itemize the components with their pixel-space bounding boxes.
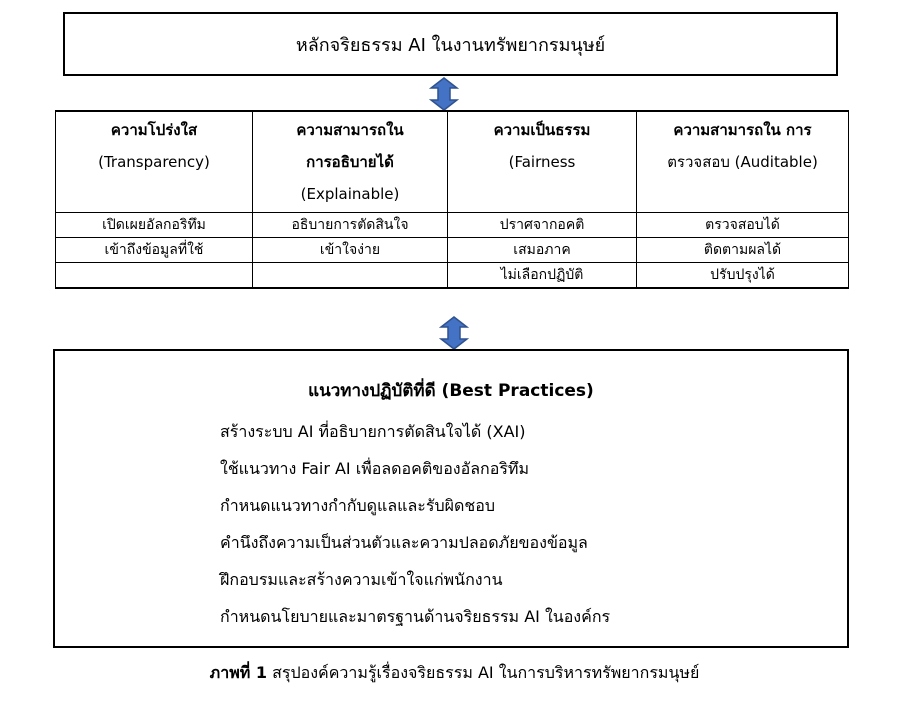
list-item: สร้างระบบ AI ที่อธิบายการตัดสินใจได้ (XAI) bbox=[220, 422, 526, 441]
table-row bbox=[56, 263, 849, 289]
list-item: คำนึงถึงความเป็นส่วนตัวและความปลอดภัยของข้อมูล bbox=[220, 533, 588, 552]
list-item: ฝึกอบรมและสร้างความเข้าใจแก่พนักงาน bbox=[220, 570, 503, 589]
header-transparency: ความโปร่งใส (Transparency) bbox=[56, 111, 253, 213]
table-cell: เปิดเผยอัลกอริทึม bbox=[56, 213, 253, 238]
table-cell: ปรับปรุงได้ bbox=[637, 263, 849, 289]
caption-label: ภาพที่ 1 bbox=[209, 663, 267, 682]
table-cell: ตรวจสอบได้ bbox=[637, 213, 849, 238]
principles-table bbox=[55, 110, 849, 289]
table-row bbox=[56, 213, 849, 238]
table-cell: เข้าถึงข้อมูลที่ใช้ bbox=[56, 238, 253, 263]
table-cell: อธิบายการตัดสินใจ bbox=[253, 213, 448, 238]
best-practices-box bbox=[53, 349, 849, 648]
table-row bbox=[56, 238, 849, 263]
double-arrow-vertical-icon bbox=[439, 316, 469, 350]
figure-caption bbox=[0, 661, 909, 686]
table-cell bbox=[253, 263, 448, 289]
best-practices-title: แนวทางปฏิบัติที่ดี (Best Practices) bbox=[308, 381, 594, 401]
table-cell: ปราศจากอคติ bbox=[448, 213, 637, 238]
list-item: กำหนดแนวทางกำกับดูแลและรับผิดชอบ bbox=[220, 496, 495, 515]
table-cell: ไม่เลือกปฏิบัติ bbox=[448, 263, 637, 289]
caption-text: สรุปองค์ความรู้เรื่องจริยธรรม AI ในการบริหารทรัพยากรมนุษย์ bbox=[267, 663, 700, 682]
title-box bbox=[63, 12, 838, 76]
list-item: ใช้แนวทาง Fair AI เพื่อลดอคติของอัลกอริทึม bbox=[220, 459, 530, 478]
header-fairness: ความเป็นธรรม (Fairness bbox=[448, 111, 637, 213]
principles-header-row bbox=[56, 111, 849, 213]
diagram-title: หลักจริยธรรม AI ในงานทรัพยากรมนุษย์ bbox=[295, 34, 606, 56]
best-practices-list bbox=[220, 413, 610, 635]
header-auditable: ความสามารถใน การ ตรวจสอบ (Auditable) bbox=[637, 111, 849, 213]
list-item: กำหนดนโยบายและมาตรฐานด้านจริยธรรม AI ในองค์กร bbox=[220, 607, 611, 626]
table-cell: เสมอภาค bbox=[448, 238, 637, 263]
table-cell: เข้าใจง่าย bbox=[253, 238, 448, 263]
table-cell: ติดตามผลได้ bbox=[637, 238, 849, 263]
double-arrow-vertical-icon bbox=[429, 77, 459, 111]
header-explainable: ความสามารถใน การอธิบายได้ (Explainable) bbox=[253, 111, 448, 213]
table-cell bbox=[56, 263, 253, 289]
